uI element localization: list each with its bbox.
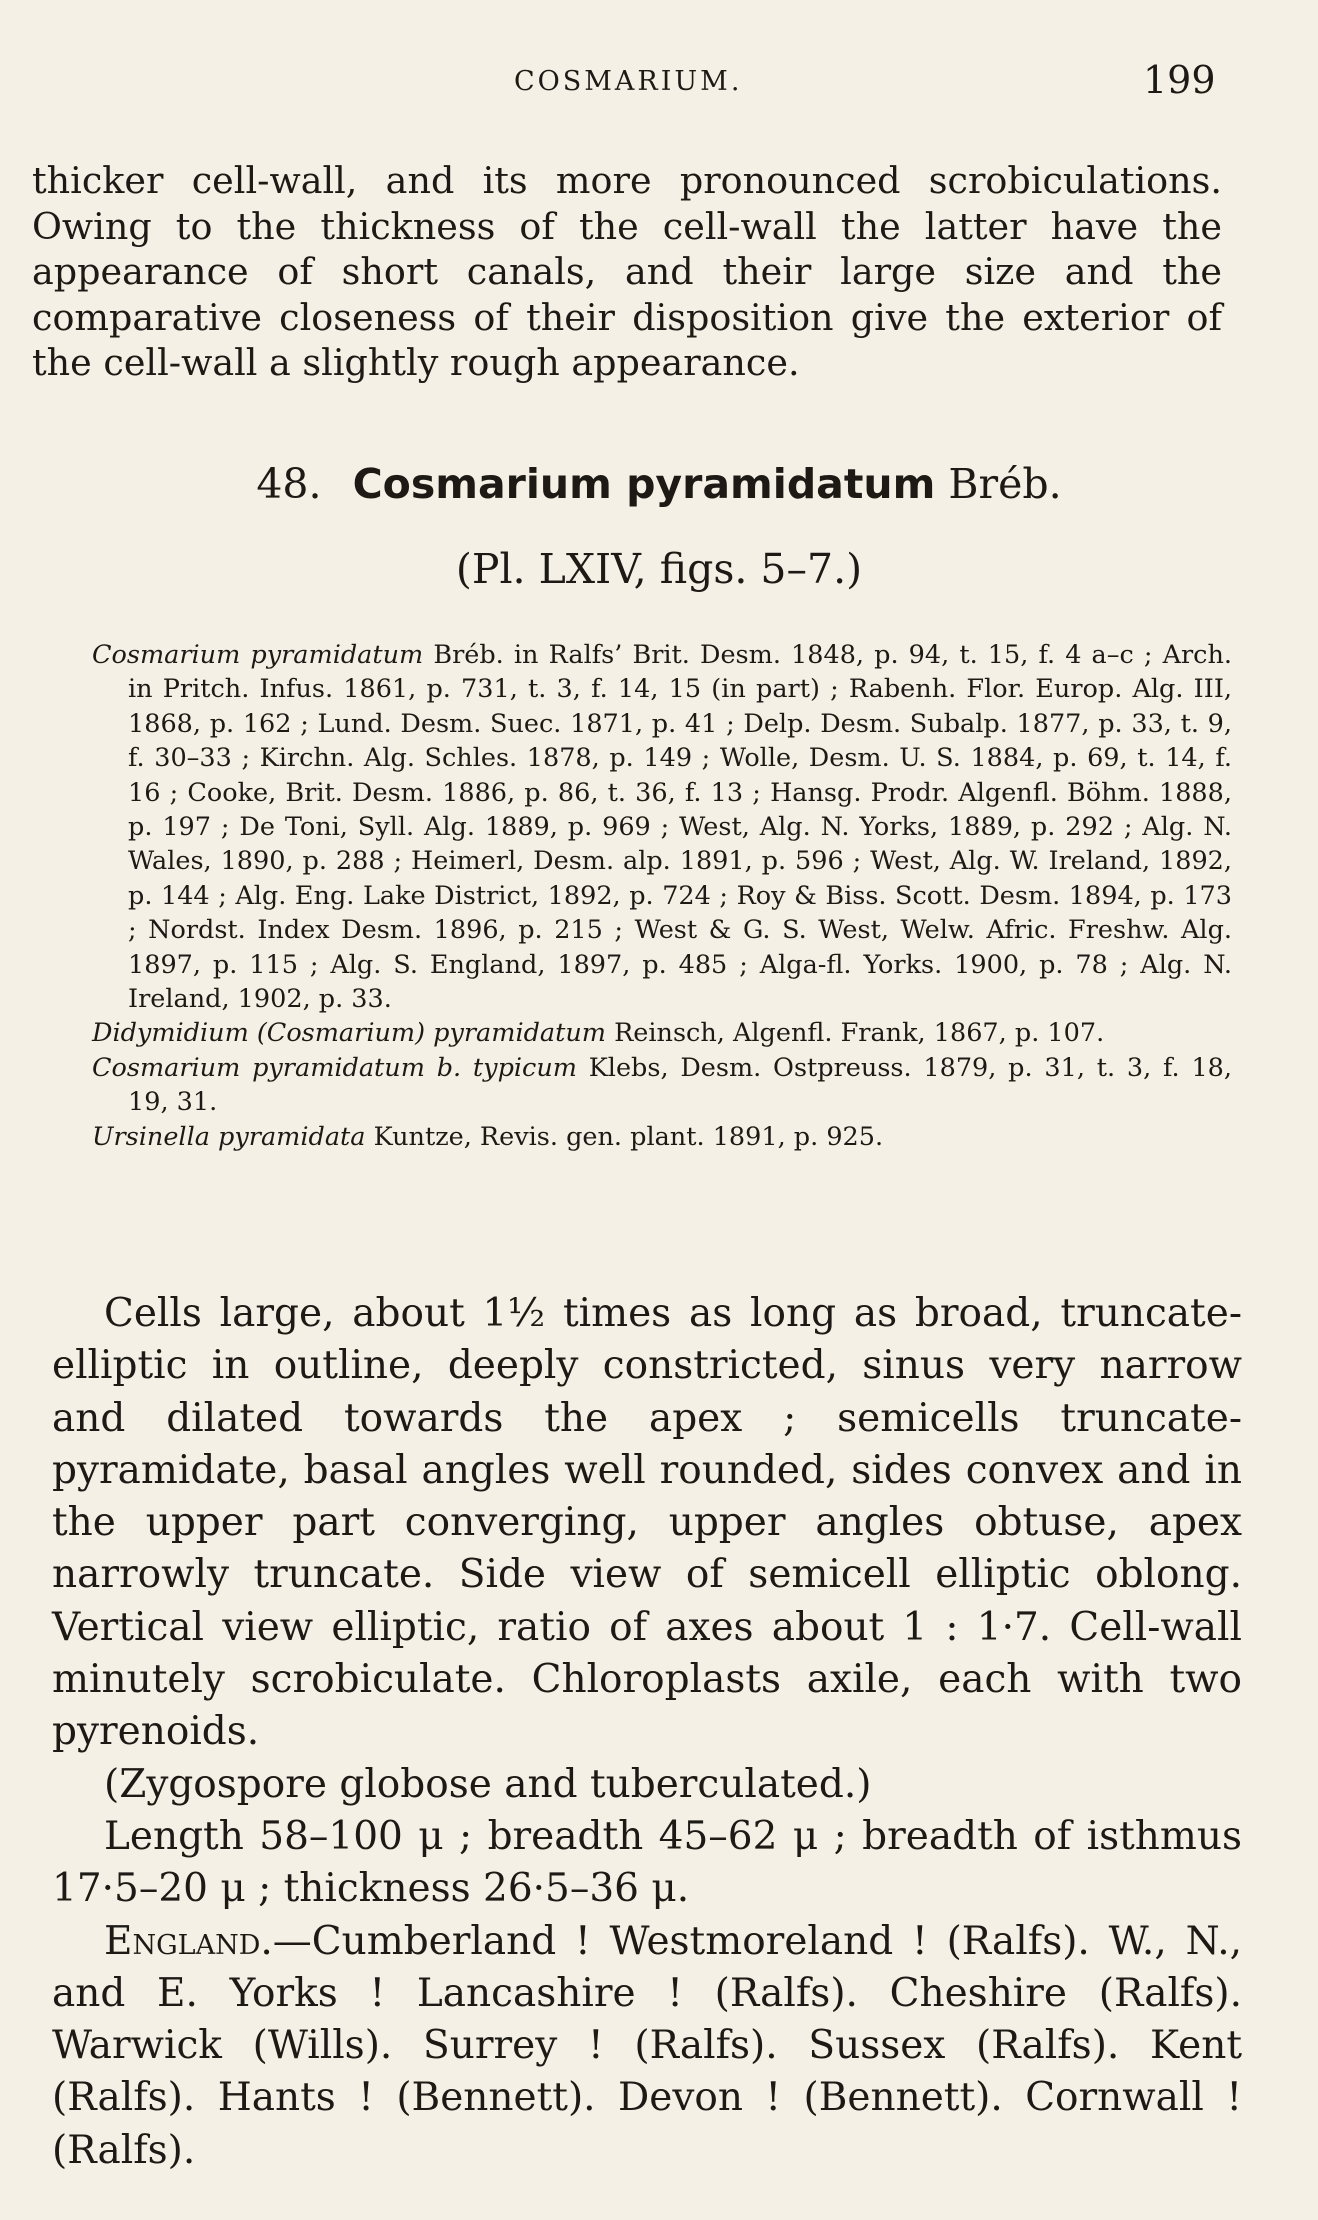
synonymy-entry	[92, 1016, 1232, 1050]
intro-paragraph: thicker cell-wall, and its more pronounced scrobiculations. Owing to the thickness of the cell-wall the latter have the appearance of short canals, and their large size and the comparative closeness of their disposition give the exterior of the cell-wall a slightly rough appearance.	[32, 159, 1222, 384]
running-head	[0, 58, 1318, 108]
synonym-taxon: Ursinella pyramidata	[92, 1121, 366, 1152]
zygospore-note: (Zygospore globose and tuberculated.)	[104, 1761, 872, 1807]
synonym-citation: Bréb. in Ralfs’ Brit. Desm. 1848, p. 94, t. 15, f. 4 a–c ; Arch. in Pritch. Infus. 1861, p. 731, t. 3, f. 14, 15 (in part) ; Rabenh. Flor. Europ. Alg. III, 1868, p. 162 ; Lund. Desm. Suec. 1871, p. 41 ; Delp. Desm. Subalp. 1877, p. 33, t. 9, f. 30–33 ; Kirchn. Alg. Schles. 1878, p. 149 ; Wolle, Desm. U. S. 1884, p. 69, t. 14, f. 16 ; Cooke, Brit. Desm. 1886, p. 86, t. 36, f. 13 ; Hansg. Prodr. Algenfl. Böhm. 1888, p. 197 ; De Toni, Syll. Alg. 1889, p. 969 ; West, Alg. N. Yorks, 1889, p. 292 ; Alg. N. Wales, 1890, p. 288 ; Heimerl, Desm. alp. 1891, p. 596 ; West, Alg. W. Ireland, 1892, p. 144 ; Alg. Eng. Lake District, 1892, p. 724 ; Roy & Biss. Scott. Desm. 1894, p. 173 ; Nordst. Index Desm. 1896, p. 215 ; West & G. S. West, Welw. Afric. Freshw. Alg. 1897, p. 115 ; Alg. S. England, 1897, p. 485 ; Alga-fl. Yorks. 1900, p. 78 ; Alg. N. Ireland, 1902, p. 33.	[128, 640, 1232, 1015]
dimensions: Length 58–100 μ ; breadth 45–62 μ ; breadth of isthmus 17·5–20 μ ; thickness 26·5–36 μ.	[52, 1813, 1242, 1912]
running-title: COSMARIUM.	[514, 66, 743, 97]
distribution	[52, 1916, 1242, 2177]
synonym-citation: Kuntze, Revis. gen. plant. 1891, p. 925.	[365, 1121, 884, 1152]
page-number: 199	[1143, 58, 1216, 102]
synonymy-entry	[92, 638, 1232, 1016]
species-number: 48.	[256, 460, 322, 508]
synonymy-entry	[92, 1120, 1232, 1154]
synonymy-entry	[92, 1051, 1232, 1120]
synonym-taxon: Didymidium (Cosmarium) pyramidatum	[92, 1018, 606, 1049]
species-description	[52, 1288, 1242, 2177]
distribution-country: England.	[104, 1918, 273, 1964]
synonymy-list	[92, 638, 1232, 1154]
synonym-citation: Reinsch, Algenfl. Frank, 1867, p. 107.	[605, 1018, 1105, 1049]
species-name: Cosmarium pyramidatum	[352, 460, 936, 508]
species-authority: Bréb.	[948, 460, 1062, 508]
species-heading	[0, 460, 1318, 508]
plate-reference: (Pl. LXIV, figs. 5–7.)	[455, 545, 863, 593]
distribution-localities: —Cumberland ! Westmoreland ! (Ralfs). W., N., and E. Yorks ! Lancashire ! (Ralfs). Cheshire (Ralfs). Warwick (Wills). Surrey ! (Ralfs). Sussex (Ralfs). Kent (Ralfs). Hants ! (Bennett). Devon ! (Bennett). Cornwall ! (Ralfs).	[52, 1918, 1242, 2173]
synonym-taxon: Cosmarium pyramidatum	[92, 640, 424, 670]
cell-description: Cells large, about 1½ times as long as broad, truncate-elliptic in outline, deeply constricted, sinus very narrow and dilated towards the apex ; semicells truncate-pyramidate, basal angles well rounded, sides convex and in the upper part converging, upper angles obtuse, apex narrowly truncate. Side view of semicell elliptic oblong. Vertical view elliptic, ratio of axes about 1 : 1·7. Cell-wall minutely scrobiculate. Chloroplasts axile, each with two pyrenoids.	[52, 1291, 1242, 1755]
synonym-citation: Klebs, Desm. Ostpreuss. 1879, p. 31, t. 3, f. 18, 19, 31.	[128, 1052, 1232, 1118]
synonym-taxon: Cosmarium pyramidatum b. typicum	[92, 1052, 577, 1083]
